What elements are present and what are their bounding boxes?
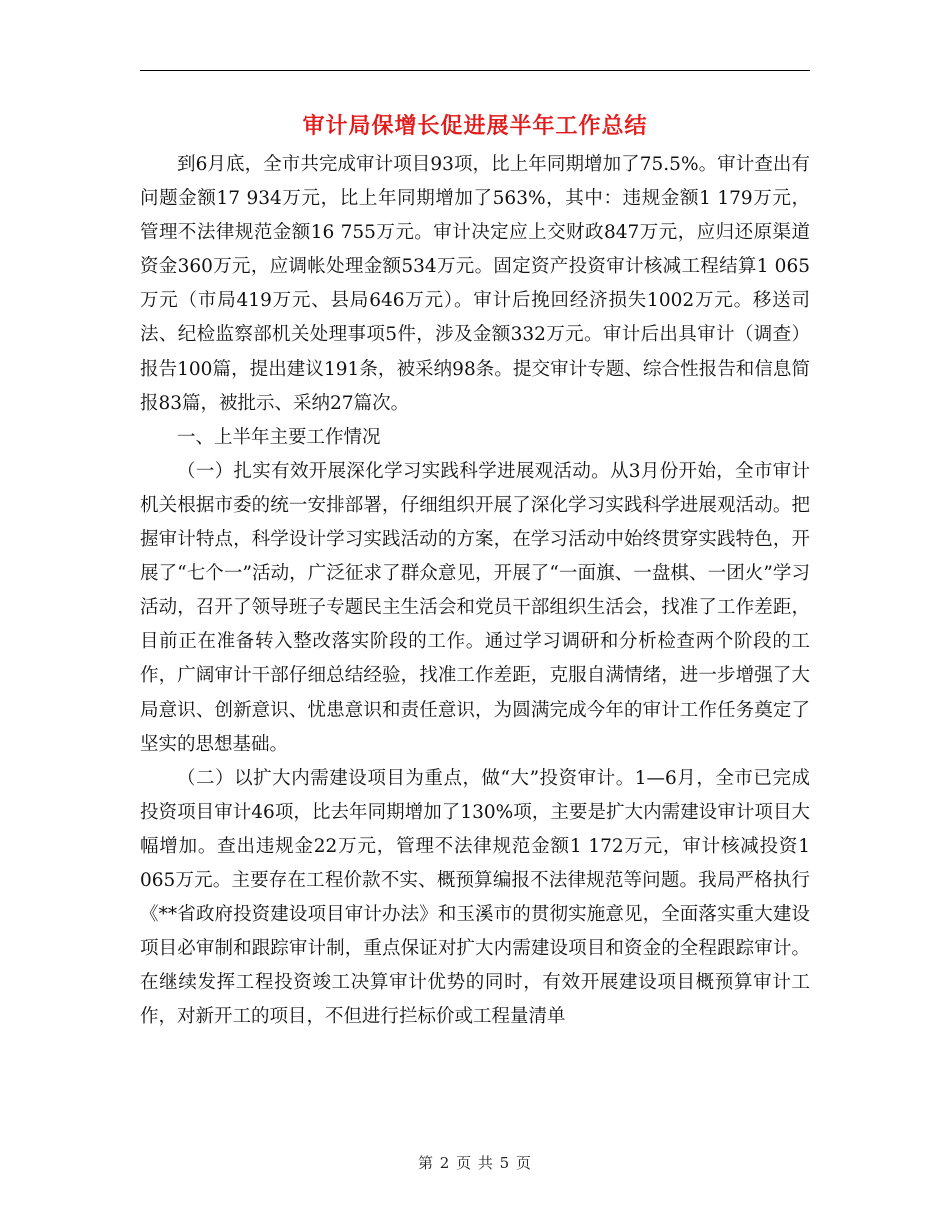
paragraph-study-practice: （一）扎实有效开展深化学习实践科学进展观活动。从3月份开始，全市审计机关根据市委的统一安排部署，仔细组织开展了深化学习实践科学进展观活动。把握审计特点，科学设计学习实践活动的方案，在学习活动中始终贯穿实践特色，开展了“七个一”活动，广泛征求了群众意见，开展了“一面旗、一盘棋、一团火”学习活动，召开了领导班子专题民主生活会和党员干部组织生活会，找准了工作差距，目前正在准备转入整改落实阶段的工作。通过学习调研和分析检查两个阶段的工作，广阔审计干部仔细总结经验，找准工作差距，克服自满情绪，进一步增强了大局意识、创新意识、忧患意识和责任意识，为圆满完成今年的审计工作任务奠定了坚实的思想基础。	[140, 460, 810, 755]
document-title: 审计局保增长促进展半年工作总结	[302, 113, 648, 139]
paragraph-investment-audit: （二）以扩大内需建设项目为重点，做“大”投资审计。1—6月，全市已完成投资项目审计46项，比去年同期增加了130%项，主要是扩大内需建设审计项目大幅增加。查出违规金22万元，管理不法律规范金额1 172万元，审计核减投资1 065万元。主要存在工程价款不实、概预算编报不法律规范等问题。我局严格执行《**省政府投资建设项目审计办法》和玉溪市的贯彻实施意见，全面落实重大建设项目必审制和跟踪审计制，重点保证对扩大内需建设项目和资金的全程跟踪审计。在继续发挥工程投资竣工决算审计优势的同时，有效开展建设项目概预算审计工作，对新开工的项目，不但进行拦标价或工程量清单	[140, 767, 810, 1028]
section-heading: 一、上半年主要工作情况	[177, 426, 381, 448]
header-rule	[140, 70, 810, 71]
page-number: 第 2 页 共 5 页	[418, 1154, 532, 1172]
summary-paragraph: 到6月底，全市共完成审计项目93项，比上年同期增加了75.5%。审计查出有问题金额17 934万元，比上年同期增加了563%，其中：违规金额1 179万元，管理不法律规范金额16 755万元。审计决定应上交财政847万元，应归还原渠道资金360万元，应调帐处理金额534万元。固定资产投资审计核减工程结算1 065万元（市局419万元、县局646万元）。审计后挽回经济损失1002万元。移送司法、纪检监察部机关处理事项5件，涉及金额332万元。审计后出具审计（调查）报告100篇，提出建议191条，被采纳98条。提交审计专题、综合性报告和信息简报83篇，被批示、采纳27篇次。	[140, 154, 810, 414]
document-body	[140, 148, 810, 1034]
